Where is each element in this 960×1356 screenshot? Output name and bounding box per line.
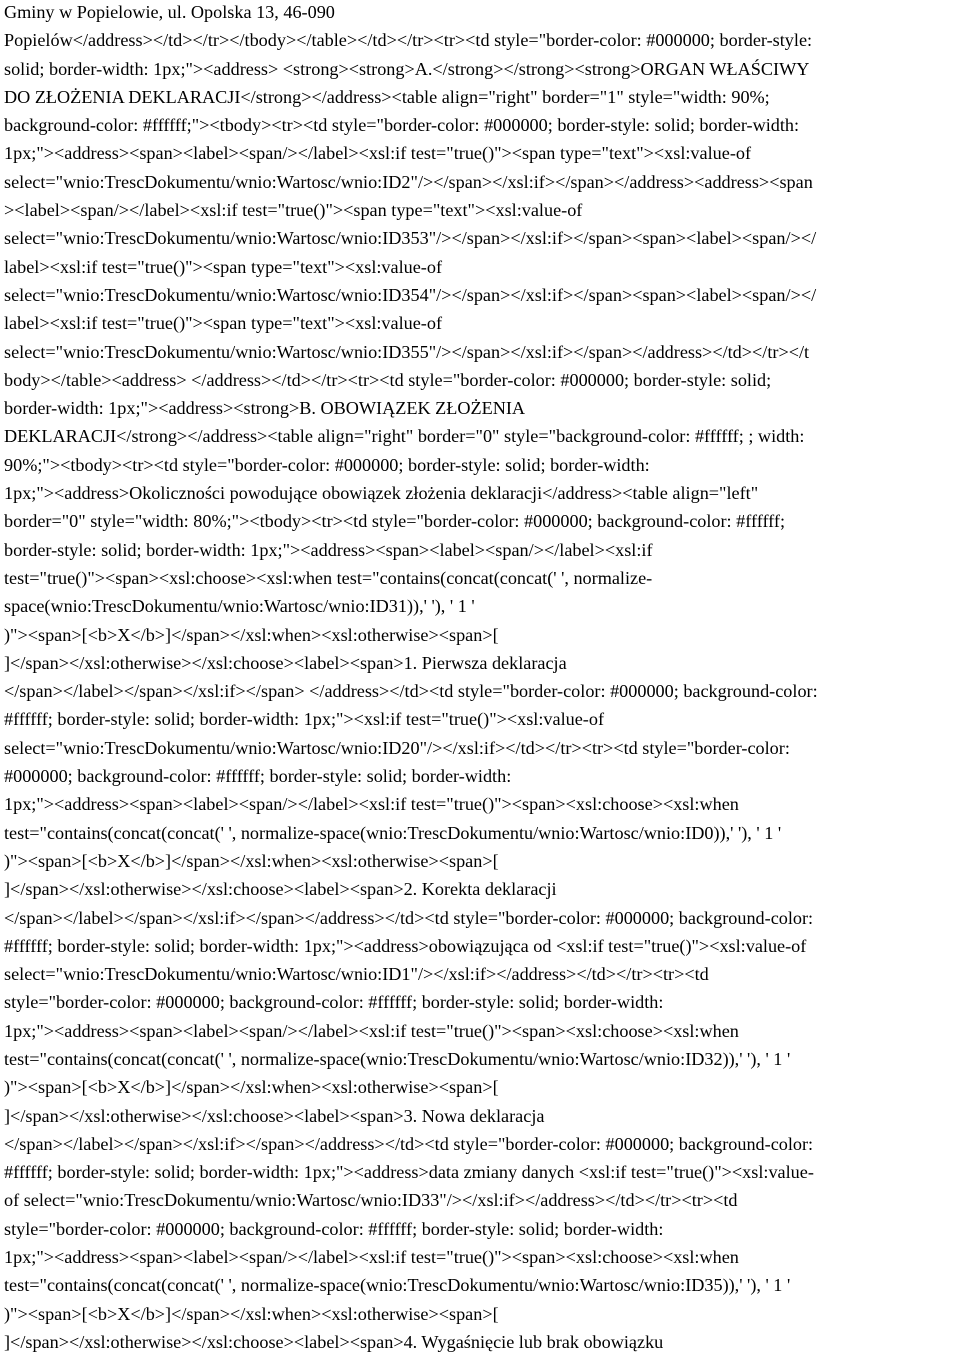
text-line: select="wnio:TrescDokumentu/wnio:Wartosc/wnio:ID353"/></span></xsl:if></span><span><label><span/></ xyxy=(4,228,817,249)
text-line: #ffffff; border-style: solid; border-width: 1px;"><xsl:if test="true()"><xsl:value-of xyxy=(4,709,604,730)
text-line: ]</span></xsl:otherwise></xsl:choose><label><span>1. Pierwsza deklaracja xyxy=(4,652,567,673)
text-line: label><xsl:if test="true()"><span type="text"><xsl:value-of xyxy=(4,256,443,277)
text-line: border="0" style="width: 80%;"><tbody><tr><td style="border-color: #000000; background-color: #ffffff; xyxy=(4,511,786,532)
text-line: label><xsl:if test="true()"><span type="text"><xsl:value-of xyxy=(4,313,443,334)
text-line: body></table><address> </address></td></tr><tr><td style="border-color: #000000; border-style: solid; xyxy=(4,369,772,390)
text-line: select="wnio:TrescDokumentu/wnio:Wartosc/wnio:ID20"/></xsl:if></td></tr><tr><td style="border-color: xyxy=(4,737,790,758)
text-line: border-style: solid; border-width: 1px;"><address><span><label><span/></label><xsl:if xyxy=(4,539,653,560)
text-line: select="wnio:TrescDokumentu/wnio:Wartosc/wnio:ID355"/></span></xsl:if></span></address></td></tr></t xyxy=(4,341,810,362)
text-line: )"><span>[<b>X</b>]</span></xsl:when><xsl:otherwise><span>[ xyxy=(4,1077,499,1098)
text-line: )"><span>[<b>X</b>]</span></xsl:when><xsl:otherwise><span>[ xyxy=(4,850,499,871)
text-line: 1px;"><address><span><label><span/></label><xsl:if test="true()"><span type="text"><xsl:value-of xyxy=(4,143,752,164)
text-line: #ffffff; border-style: solid; border-width: 1px;"><address>obowiązująca od <xsl:if test="true()"><xsl:value-of xyxy=(4,935,807,956)
text-line: solid; border-width: 1px;"><address> <strong><strong>A.</strong></strong><strong>ORGAN WŁAŚCIWY xyxy=(4,58,810,79)
text-line: test="contains(concat(concat(' ', normalize-space(wnio:TrescDokumentu/wnio:Wartosc/wnio:ID32)),' '), ' 1 ' xyxy=(4,1048,791,1069)
text-line: </span></label></span></xsl:if></span> </address></td><td style="border-color: #000000; background-color: xyxy=(4,681,818,702)
text-line: ><label><span/></label><xsl:if test="true()"><span type="text"><xsl:value-of xyxy=(4,200,583,221)
text-line: ]</span></xsl:otherwise></xsl:choose><label><span>4. Wygaśnięcie lub brak obowiązku xyxy=(4,1331,664,1352)
text-line: #000000; background-color: #ffffff; border-style: solid; border-width: xyxy=(4,766,512,787)
text-line: select="wnio:TrescDokumentu/wnio:Wartosc/wnio:ID1"/></xsl:if></address></td></tr><tr><td xyxy=(4,964,709,985)
text-line: DEKLARACJI</strong></address><table align="right" border="0" style="background-color: #ffffff; ; width: xyxy=(4,426,805,447)
text-line: </span></label></span></xsl:if></span></address></td><td style="border-color: #000000; background-color: xyxy=(4,907,814,928)
text-line: style="border-color: #000000; background-color: #ffffff; border-style: solid; border-width: xyxy=(4,992,664,1013)
text-line: space(wnio:TrescDokumentu/wnio:Wartosc/wnio:ID31)),' '), ' 1 ' xyxy=(4,596,475,617)
text-line: border-width: 1px;"><address><strong>B. OBOWIĄZEK ZŁOŻENIA xyxy=(4,398,526,419)
text-line: DO ZŁOŻENIA DEKLARACJI</strong></address><table align="right" border="1" style="width: 90%; xyxy=(4,86,770,107)
text-line: test="contains(concat(concat(' ', normalize-space(wnio:TrescDokumentu/wnio:Wartosc/wnio:ID35)),' '), ' 1 ' xyxy=(4,1275,791,1296)
text-line: of select="wnio:TrescDokumentu/wnio:Wartosc/wnio:ID33"/></xsl:if></address></td></tr><tr><td xyxy=(4,1190,738,1211)
text-line: test="contains(concat(concat(' ', normalize-space(wnio:TrescDokumentu/wnio:Wartosc/wnio:ID0)),' '), ' 1 ' xyxy=(4,822,782,843)
text-line: 1px;"><address><span><label><span/></label><xsl:if test="true()"><span><xsl:choose><xsl:when xyxy=(4,1020,739,1041)
text-line: )"><span>[<b>X</b>]</span></xsl:when><xsl:otherwise><span>[ xyxy=(4,624,499,645)
text-line: 90%;"><tbody><tr><td style="border-color: #000000; border-style: solid; border-width: xyxy=(4,454,650,475)
text-line: select="wnio:TrescDokumentu/wnio:Wartosc/wnio:ID2"/></span></xsl:if></span></address><address><span xyxy=(4,171,813,192)
text-line: Gminy w Popielowie, ul. Opolska 13, 46-090 xyxy=(4,2,335,22)
text-line: ]</span></xsl:otherwise></xsl:choose><label><span>3. Nowa deklaracja xyxy=(4,1105,545,1126)
text-line: test="true()"><span><xsl:choose><xsl:when test="contains(concat(concat(' ', normalize- xyxy=(4,567,653,588)
text-line: )"><span>[<b>X</b>]</span></xsl:when><xsl:otherwise><span>[ xyxy=(4,1303,499,1324)
text-line: select="wnio:TrescDokumentu/wnio:Wartosc/wnio:ID354"/></span></xsl:if></span><span><label><span/></ xyxy=(4,284,817,305)
text-line: ]</span></xsl:otherwise></xsl:choose><label><span>2. Korekta deklaracji xyxy=(4,879,557,900)
text-line: 1px;"><address><span><label><span/></label><xsl:if test="true()"><span><xsl:choose><xsl:when xyxy=(4,794,739,815)
text-line: #ffffff; border-style: solid; border-width: 1px;"><address>data zmiany danych <xsl:if test="true()"><xsl:value- xyxy=(4,1162,814,1183)
text-line: Popielów</address></td></tr></tbody></table></td></tr><tr><td style="border-color: #000000; border-style: xyxy=(4,30,813,51)
document-text xyxy=(4,0,958,1356)
text-line: 1px;"><address>Okoliczności powodujące obowiązek złożenia deklaracji</address><table align="left" xyxy=(4,483,759,504)
text-line: </span></label></span></xsl:if></span></address></td><td style="border-color: #000000; background-color: xyxy=(4,1133,814,1154)
text-line: 1px;"><address><span><label><span/></label><xsl:if test="true()"><span><xsl:choose><xsl:when xyxy=(4,1247,739,1268)
text-line: background-color: #ffffff;"><tbody><tr><td style="border-color: #000000; border-style: solid; border-width: xyxy=(4,115,800,136)
text-line: style="border-color: #000000; background-color: #ffffff; border-style: solid; border-width: xyxy=(4,1218,664,1239)
